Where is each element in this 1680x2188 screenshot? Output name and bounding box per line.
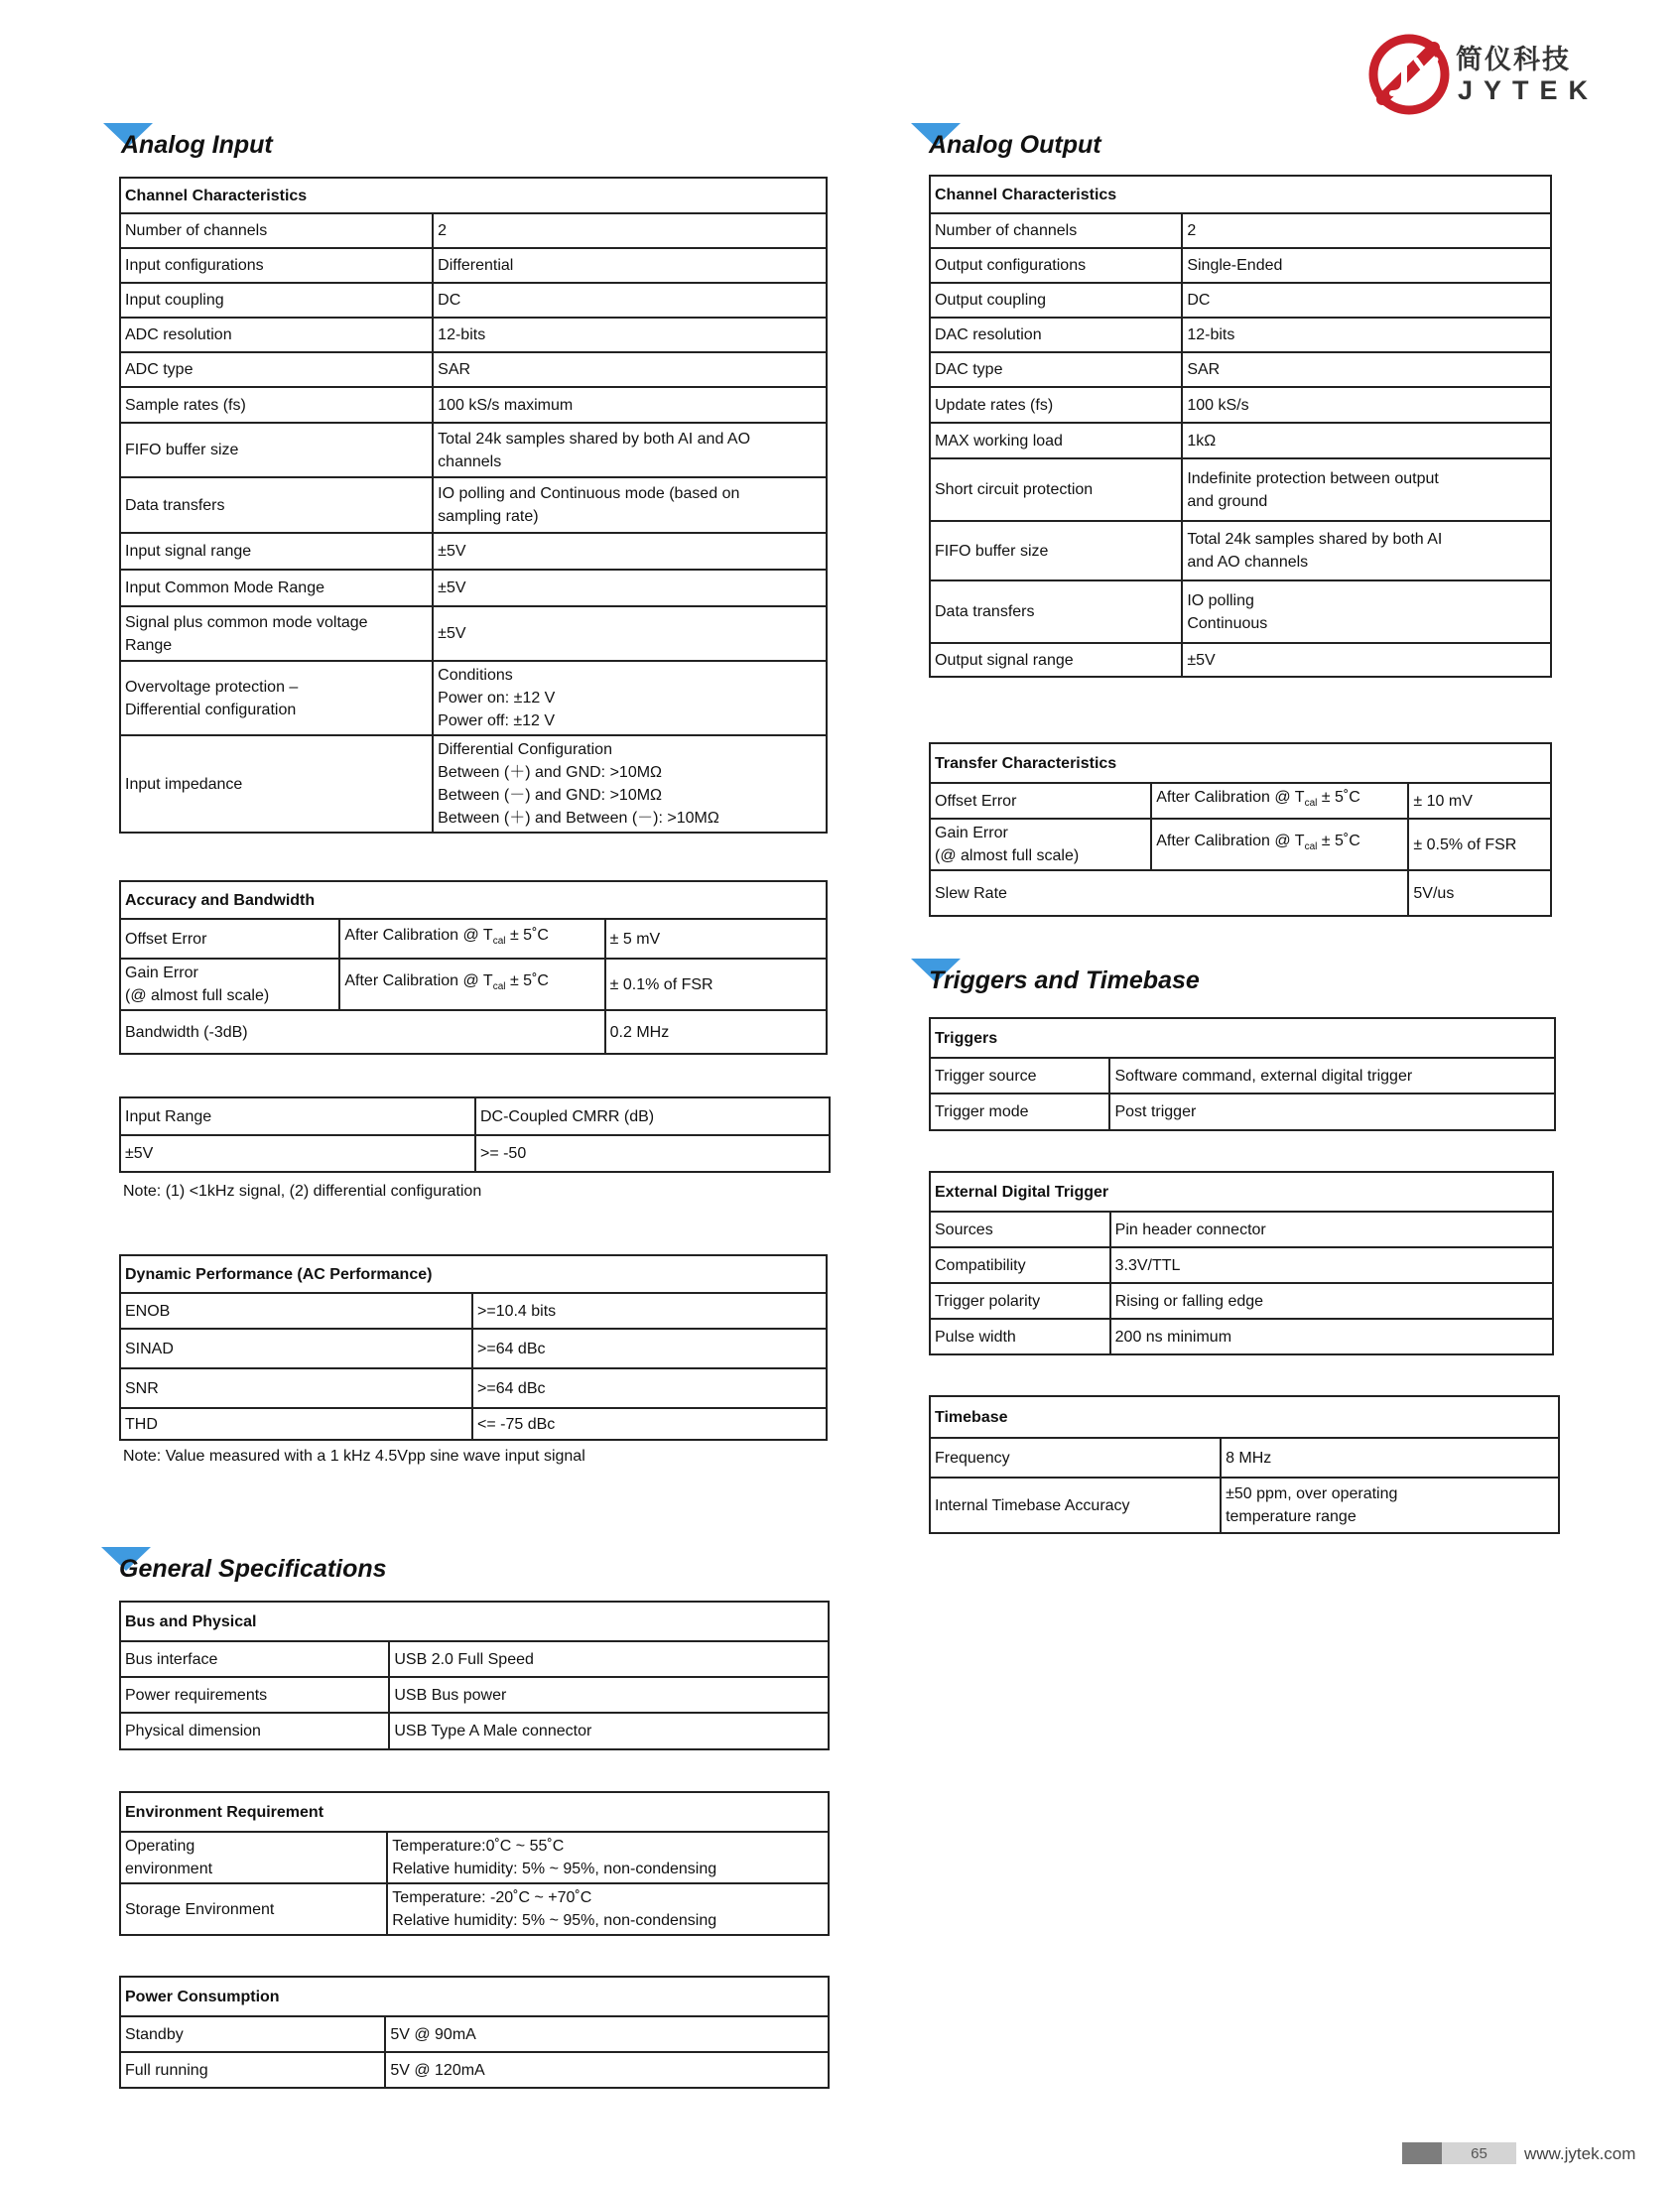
table-row: ENOB >=10.4 bits: [120, 1293, 827, 1329]
table-row: DAC resolution 12-bits: [930, 318, 1551, 352]
table-header-row: Triggers: [930, 1018, 1555, 1058]
timebase-table: [929, 1395, 1560, 1534]
logo-chinese-text: 简仪科技: [1456, 45, 1571, 75]
table-row: Data transfers IO polling and Continuous mode (based on sampling rate): [120, 477, 827, 533]
table-row: Data transfers IO polling Continuous: [930, 580, 1551, 643]
table-row: Trigger source Software command, external digital trigger: [930, 1058, 1555, 1094]
table-row: Number of channels 2: [930, 213, 1551, 248]
table-row: Standby 5V @ 90mA: [120, 2016, 829, 2052]
table-header-row: External Digital Trigger: [930, 1172, 1553, 1212]
section-general: [101, 1547, 498, 1587]
table-row: Input impedance Differential Configuration Between (＋) and GND: >10MΩ Between (－) and GND: >10MΩ Between (＋) and Between (－): >10MΩ: [120, 735, 827, 833]
table-row: Physical dimension USB Type A Male connector: [120, 1713, 829, 1749]
ai-channel-table: [119, 177, 828, 834]
table-row: Frequency 8 MHz: [930, 1438, 1559, 1478]
table-row: Input coupling DC: [120, 283, 827, 318]
table-row: Operating environment Temperature:0˚C ~ 55˚C Relative humidity: 5% ~ 95%, non-condensing: [120, 1832, 829, 1883]
table-row: Input signal range ±5V: [120, 533, 827, 570]
table-header-row: Channel Characteristics: [120, 178, 827, 213]
table-header-row: Bus and Physical: [120, 1602, 829, 1641]
table-row: Output configurations Single-Ended: [930, 248, 1551, 283]
table-row: ±5V >= -50: [120, 1135, 830, 1172]
table-row: Gain Error (@ almost full scale) After Calibration @ $T_{cal}$ ± 5˚C ± 0.1% of FSR: [120, 959, 827, 1010]
table-row: Update rates (fs) 100 kS/s: [930, 387, 1551, 423]
ext-trigger-table: [929, 1171, 1554, 1355]
table-row: Compatibility 3.3V/TTL: [930, 1247, 1553, 1283]
table-row: DAC type SAR: [930, 352, 1551, 387]
logo-english-text: JYTEK: [1458, 75, 1600, 105]
ai-cmrr-table: [119, 1096, 831, 1173]
ai-dynamic-table: [119, 1254, 828, 1441]
footer-url: www.jytek.com: [1524, 2144, 1636, 2163]
company-logo: [1364, 30, 1600, 121]
table-header-row: Power Consumption: [120, 1977, 829, 2016]
ai-accuracy-table: [119, 880, 828, 1055]
table-row: Sources Pin header connector: [930, 1212, 1553, 1247]
ao-transfer-table: [929, 742, 1552, 917]
footer-bar-dark: [1402, 2142, 1442, 2164]
section-title: Analog Output: [929, 131, 1101, 159]
table-header-row: Environment Requirement: [120, 1792, 829, 1832]
cmrr-note: Note: (1) <1kHz signal, (2) differential configuration: [123, 1183, 482, 1200]
table-row: Number of channels 2: [120, 213, 827, 248]
table-row: Gain Error (@ almost full scale) After Calibration @ $T_{cal}$ ± 5˚C ± 0.5% of FSR: [930, 819, 1551, 870]
table-row: Input Range DC-Coupled CMRR (dB): [120, 1097, 830, 1135]
table-row: FIFO buffer size Total 24k samples shared by both AI and AO channels: [930, 521, 1551, 580]
table-row: Power requirements USB Bus power: [120, 1677, 829, 1713]
dynamic-note: Note: Value measured with a 1 kHz 4.5Vpp sine wave input signal: [123, 1448, 585, 1465]
table-row: Bus interface USB 2.0 Full Speed: [120, 1641, 829, 1677]
table-row: Offset Error After Calibration @ $T_{cal}$ ± 5˚C ± 10 mV: [930, 783, 1551, 819]
page-number: 65: [1471, 2145, 1487, 2162]
table-header-row: Channel Characteristics: [930, 176, 1551, 213]
power-table: [119, 1976, 830, 2089]
table-row: Output signal range ±5V: [930, 643, 1551, 677]
table-row: SINAD >=64 dBc: [120, 1329, 827, 1368]
table-row: Sample rates (fs) 100 kS/s maximum: [120, 387, 827, 423]
table-row: Bandwidth (-3dB) 0.2 MHz: [120, 1010, 827, 1054]
table-header-row: Timebase: [930, 1396, 1559, 1438]
section-triggers: [911, 959, 1308, 998]
section-title: General Specifications: [119, 1555, 387, 1583]
section-analog-input: [103, 123, 500, 163]
table-row: Offset Error After Calibration @ $T_{cal}$ ± 5˚C ± 5 mV: [120, 919, 827, 959]
table-row: Trigger mode Post trigger: [930, 1094, 1555, 1130]
environment-table: [119, 1791, 830, 1936]
table-row: ADC resolution 12-bits: [120, 318, 827, 352]
section-analog-output: [911, 123, 1308, 163]
section-title: Analog Input: [121, 131, 273, 159]
table-header-row: Accuracy and Bandwidth: [120, 881, 827, 919]
table-row: Internal Timebase Accuracy ±50 ppm, over operating temperature range: [930, 1478, 1559, 1533]
table-row: Pulse width 200 ns minimum: [930, 1319, 1553, 1354]
table-row: Slew Rate 5V/us: [930, 870, 1551, 916]
table-row: MAX working load 1kΩ: [930, 423, 1551, 458]
table-row: Storage Environment Temperature: -20˚C ~ +70˚C Relative humidity: 5% ~ 95%, non-condensing: [120, 1883, 829, 1935]
table-row: Output coupling DC: [930, 283, 1551, 318]
table-row: Input configurations Differential: [120, 248, 827, 283]
table-row: Overvoltage protection – Differential configuration Conditions Power on: ±12 V Power off: ±12 V: [120, 661, 827, 735]
table-row: Short circuit protection Indefinite protection between output and ground: [930, 458, 1551, 521]
jytek-logo-icon: [1364, 30, 1454, 119]
table-row: ADC type SAR: [120, 352, 827, 387]
table-row: FIFO buffer size Total 24k samples shared by both AI and AO channels: [120, 423, 827, 477]
table-header-row: Dynamic Performance (AC Performance): [120, 1255, 827, 1293]
table-row: SNR >=64 dBc: [120, 1368, 827, 1408]
table-row: Input Common Mode Range ±5V: [120, 570, 827, 606]
table-row: THD <= -75 dBc: [120, 1408, 827, 1440]
table-row: Full running 5V @ 120mA: [120, 2052, 829, 2088]
bus-table: [119, 1601, 830, 1750]
table-row: Signal plus common mode voltage Range ±5V: [120, 606, 827, 661]
table-row: Trigger polarity Rising or falling edge: [930, 1283, 1553, 1319]
table-header-row: Transfer Characteristics: [930, 743, 1551, 783]
ao-channel-table: [929, 175, 1552, 678]
triggers-table: [929, 1017, 1556, 1131]
section-title: Triggers and Timebase: [929, 966, 1200, 994]
